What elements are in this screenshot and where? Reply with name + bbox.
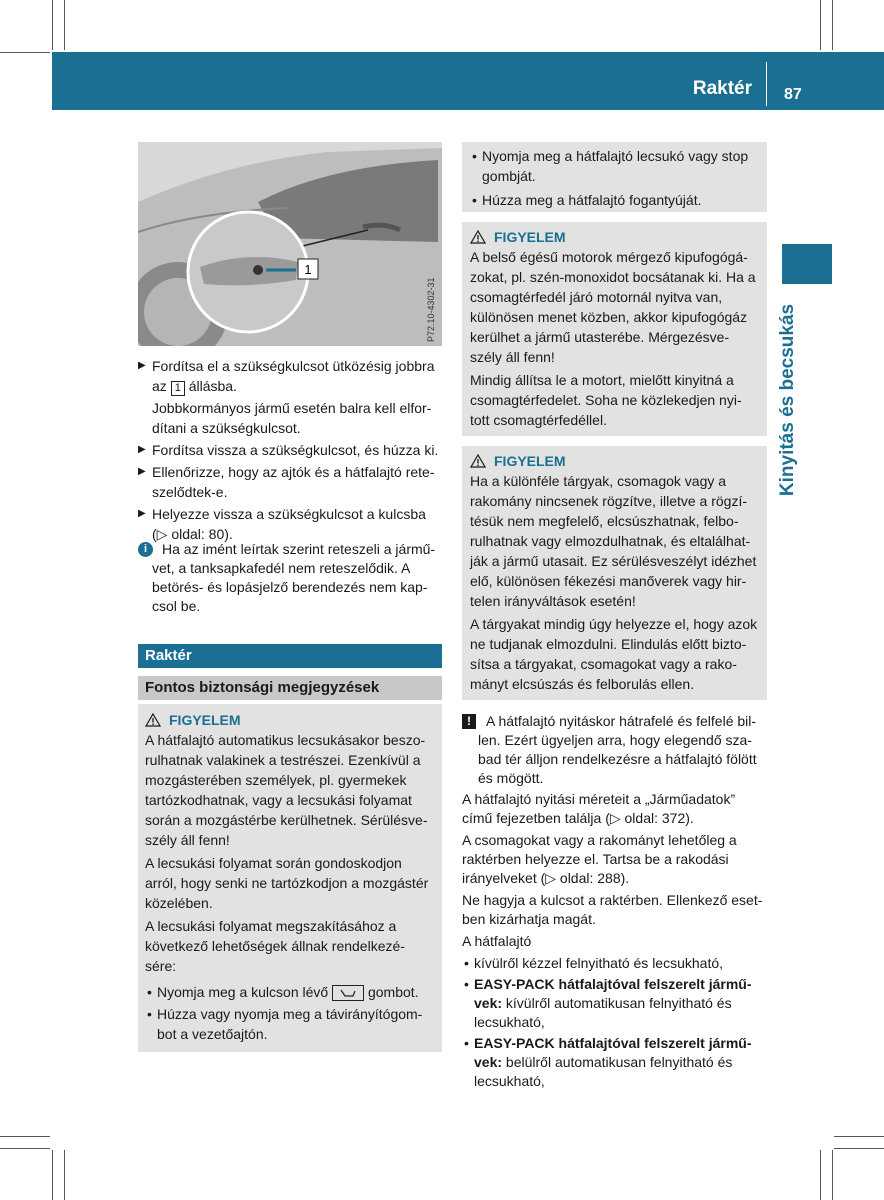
- section-heading: Raktér: [138, 644, 442, 668]
- figure-callout: 1: [304, 262, 312, 277]
- crop-mark: [834, 1148, 884, 1149]
- page-header-bar: [52, 52, 884, 110]
- crop-mark: [0, 1148, 50, 1149]
- door-handle-figure: [138, 142, 442, 346]
- step-item: ▶ Fordítsa el a szükségkulcsot ütközésig jobbra az 1 állásba.: [138, 356, 442, 396]
- crop-mark: [834, 1136, 884, 1137]
- header-divider: [766, 62, 767, 106]
- warning-heading: FIGYELEM: [470, 227, 764, 247]
- warning-triangle-icon: [470, 454, 486, 468]
- info-icon: i: [138, 542, 153, 557]
- chapter-label: Kinyitás és becsukás: [777, 303, 798, 497]
- key-button-icon: [332, 985, 364, 1001]
- page-title: Raktér: [692, 78, 752, 99]
- warning-box: FIGYELEM A belső égésű motorok mérgező kipufogógá- zokat, pl. szén-monoxidot bocsátanak ki. Ha a csomagtérfedél járó motornál nyitva van, különösen menet közben, akkor kipufogógáz kerülhet a jármű utasterébe. Mérgezésve- szély áll fenn! Mindig állítsa le a motort, mielőtt kinyitná a csomagtérfedelet. Soha ne közlekedjen nyi- tott csomagtérfedéllel.: [462, 222, 767, 436]
- list-item: • Nyomja meg a kulcson lévő gombot.: [145, 982, 439, 1002]
- step-note: Jobbkormányos jármű esetén balra kell elfor- dítani a szükségkulcsot.: [152, 400, 432, 436]
- crop-mark: [820, 0, 821, 50]
- crop-mark: [0, 1136, 50, 1137]
- crop-mark: [64, 1150, 65, 1200]
- warning-triangle-icon: [145, 713, 161, 727]
- subsection-heading: Fontos biztonsági megjegyzések: [138, 676, 442, 700]
- caution-icon: !: [462, 714, 476, 729]
- list-item: • kívülről kézzel felnyitható és lecsukható,: [462, 954, 770, 973]
- step-item: ▶ Helyezze vissza a szükségkulcsot a kulcsba (▷ oldal: 80).: [138, 504, 442, 544]
- figure-code: P72.10-4302-31: [426, 277, 436, 342]
- procedure-steps: [138, 356, 442, 544]
- warning-box: FIGYELEM Ha a különféle tárgyak, csomagok vagy a rakomány nincsenek rögzítve, illetve a rögzí- tésük nem megfelelő, elcsúszhatnak, felbo- rulhatnak vagy elmozdulhatnak, és eltalálhat- ják a jármű utasait. Ez sérülésveszélyt idézhet elő, különösen fékezési manőverek vagy hir- telen irányváltások esetén! A tárgyakat mindig úgy helyezze el, hogy azok ne tudjanak elmozdulni. Elindulás előtt bizto- sítsa a tárgyakat, csomagokat vagy a rako- mányt elcsúszás és felborulás ellen.: [462, 446, 767, 700]
- step-item: ▶ Fordítsa vissza a szükségkulcsot, és húzza ki.: [138, 440, 442, 460]
- list-item: • Húzza meg a hátfalajtó fogantyúját.: [470, 190, 764, 210]
- body-text: A hátfalajtó nyitási méreteit a „Járműadatok” című fejezetben találja (▷ oldal: 372). A csomagokat vagy a rakományt lehetőleg a raktérben helyezze el. Tartsa be a rakodási irányelveket (▷ oldal: 288). Ne hagyja a kulcsot a raktérben. Ellenkező eset- ben kizárhatja magát. A hátfalajtó • kívülről kézzel felnyitható és lecsukható, • EASY-PACK hátfalajtóval felszerelt jármű- vek: kívülről automatikusan felnyitható és lecsukható, • EASY-PACK hátfalajtóval felszerelt jármű- vek: belülről automatikusan felnyitható és lecsukható,: [462, 790, 770, 1091]
- list-item: • Nyomja meg a hátfalajtó lecsukó vagy stop gombját.: [470, 146, 764, 186]
- step-item: ▶ Ellenőrizze, hogy az ajtók és a hátfalajtó rete- szelődtek-e.: [138, 462, 442, 502]
- list-item: • EASY-PACK hátfalajtóval felszerelt jármű- vek: kívülről automatikusan felnyitható és lecsukható,: [462, 975, 770, 1032]
- instruction-box: [462, 142, 767, 212]
- chapter-tab: [782, 244, 832, 284]
- crop-mark: [0, 52, 50, 53]
- warning-heading: FIGYELEM: [145, 710, 439, 730]
- caution-note: ! A hátfalajtó nyitáskor hátrafelé és felfelé bil- len. Ezért ügyeljen arra, hogy elegendő sza- bad tér álljon rendelkezésre a hátfalajtó fölött és mögött.: [462, 712, 770, 788]
- car-door-illustration: [138, 142, 442, 346]
- crop-mark: [52, 1150, 53, 1200]
- info-note: i Ha az imént leírtak szerint reteszeli a jármű- vet, a tanksapkafedél nem reteszelődik. A betörés- és lopásjelző berendezés nem kap- csol be.: [138, 540, 442, 616]
- crop-mark: [64, 0, 65, 50]
- crop-mark: [832, 1150, 833, 1200]
- warning-heading: FIGYELEM: [470, 451, 764, 471]
- warning-box: FIGYELEM A hátfalajtó automatikus lecsukásakor beszo- rulhatnak valakinek a testrészei. Ezenkívül a mozgásterében személyek, pl. gyermekek tartózkodhatnak, vagy a lecsukási folyamat során a mozgástérbe kerülhetnek. Sérülésve- szély áll fenn! A lecsukási folyamat során gondoskodjon arról, hogy senki ne tartózkodjon a mozgástér közelében. A lecsukási folyamat megszakításához a következő lehetőségek állnak rendelkezé- sére: • Nyomja meg a kulcson lévő gombot. • Húzza vagy nyomja meg a távirányítógom- bot a vezetőajtón.: [138, 704, 442, 1052]
- position-key: 1: [171, 381, 185, 396]
- crop-mark: [52, 0, 53, 50]
- page-number: 87: [784, 86, 802, 103]
- crop-mark: [832, 0, 833, 50]
- crop-mark: [820, 1150, 821, 1200]
- list-item: • Húzza vagy nyomja meg a távirányítógom- bot a vezetőajtón.: [145, 1004, 439, 1044]
- list-item: • EASY-PACK hátfalajtóval felszerelt jármű- vek: belülről automatikusan felnyitható és lecsukható,: [462, 1034, 770, 1091]
- warning-triangle-icon: [470, 230, 486, 244]
